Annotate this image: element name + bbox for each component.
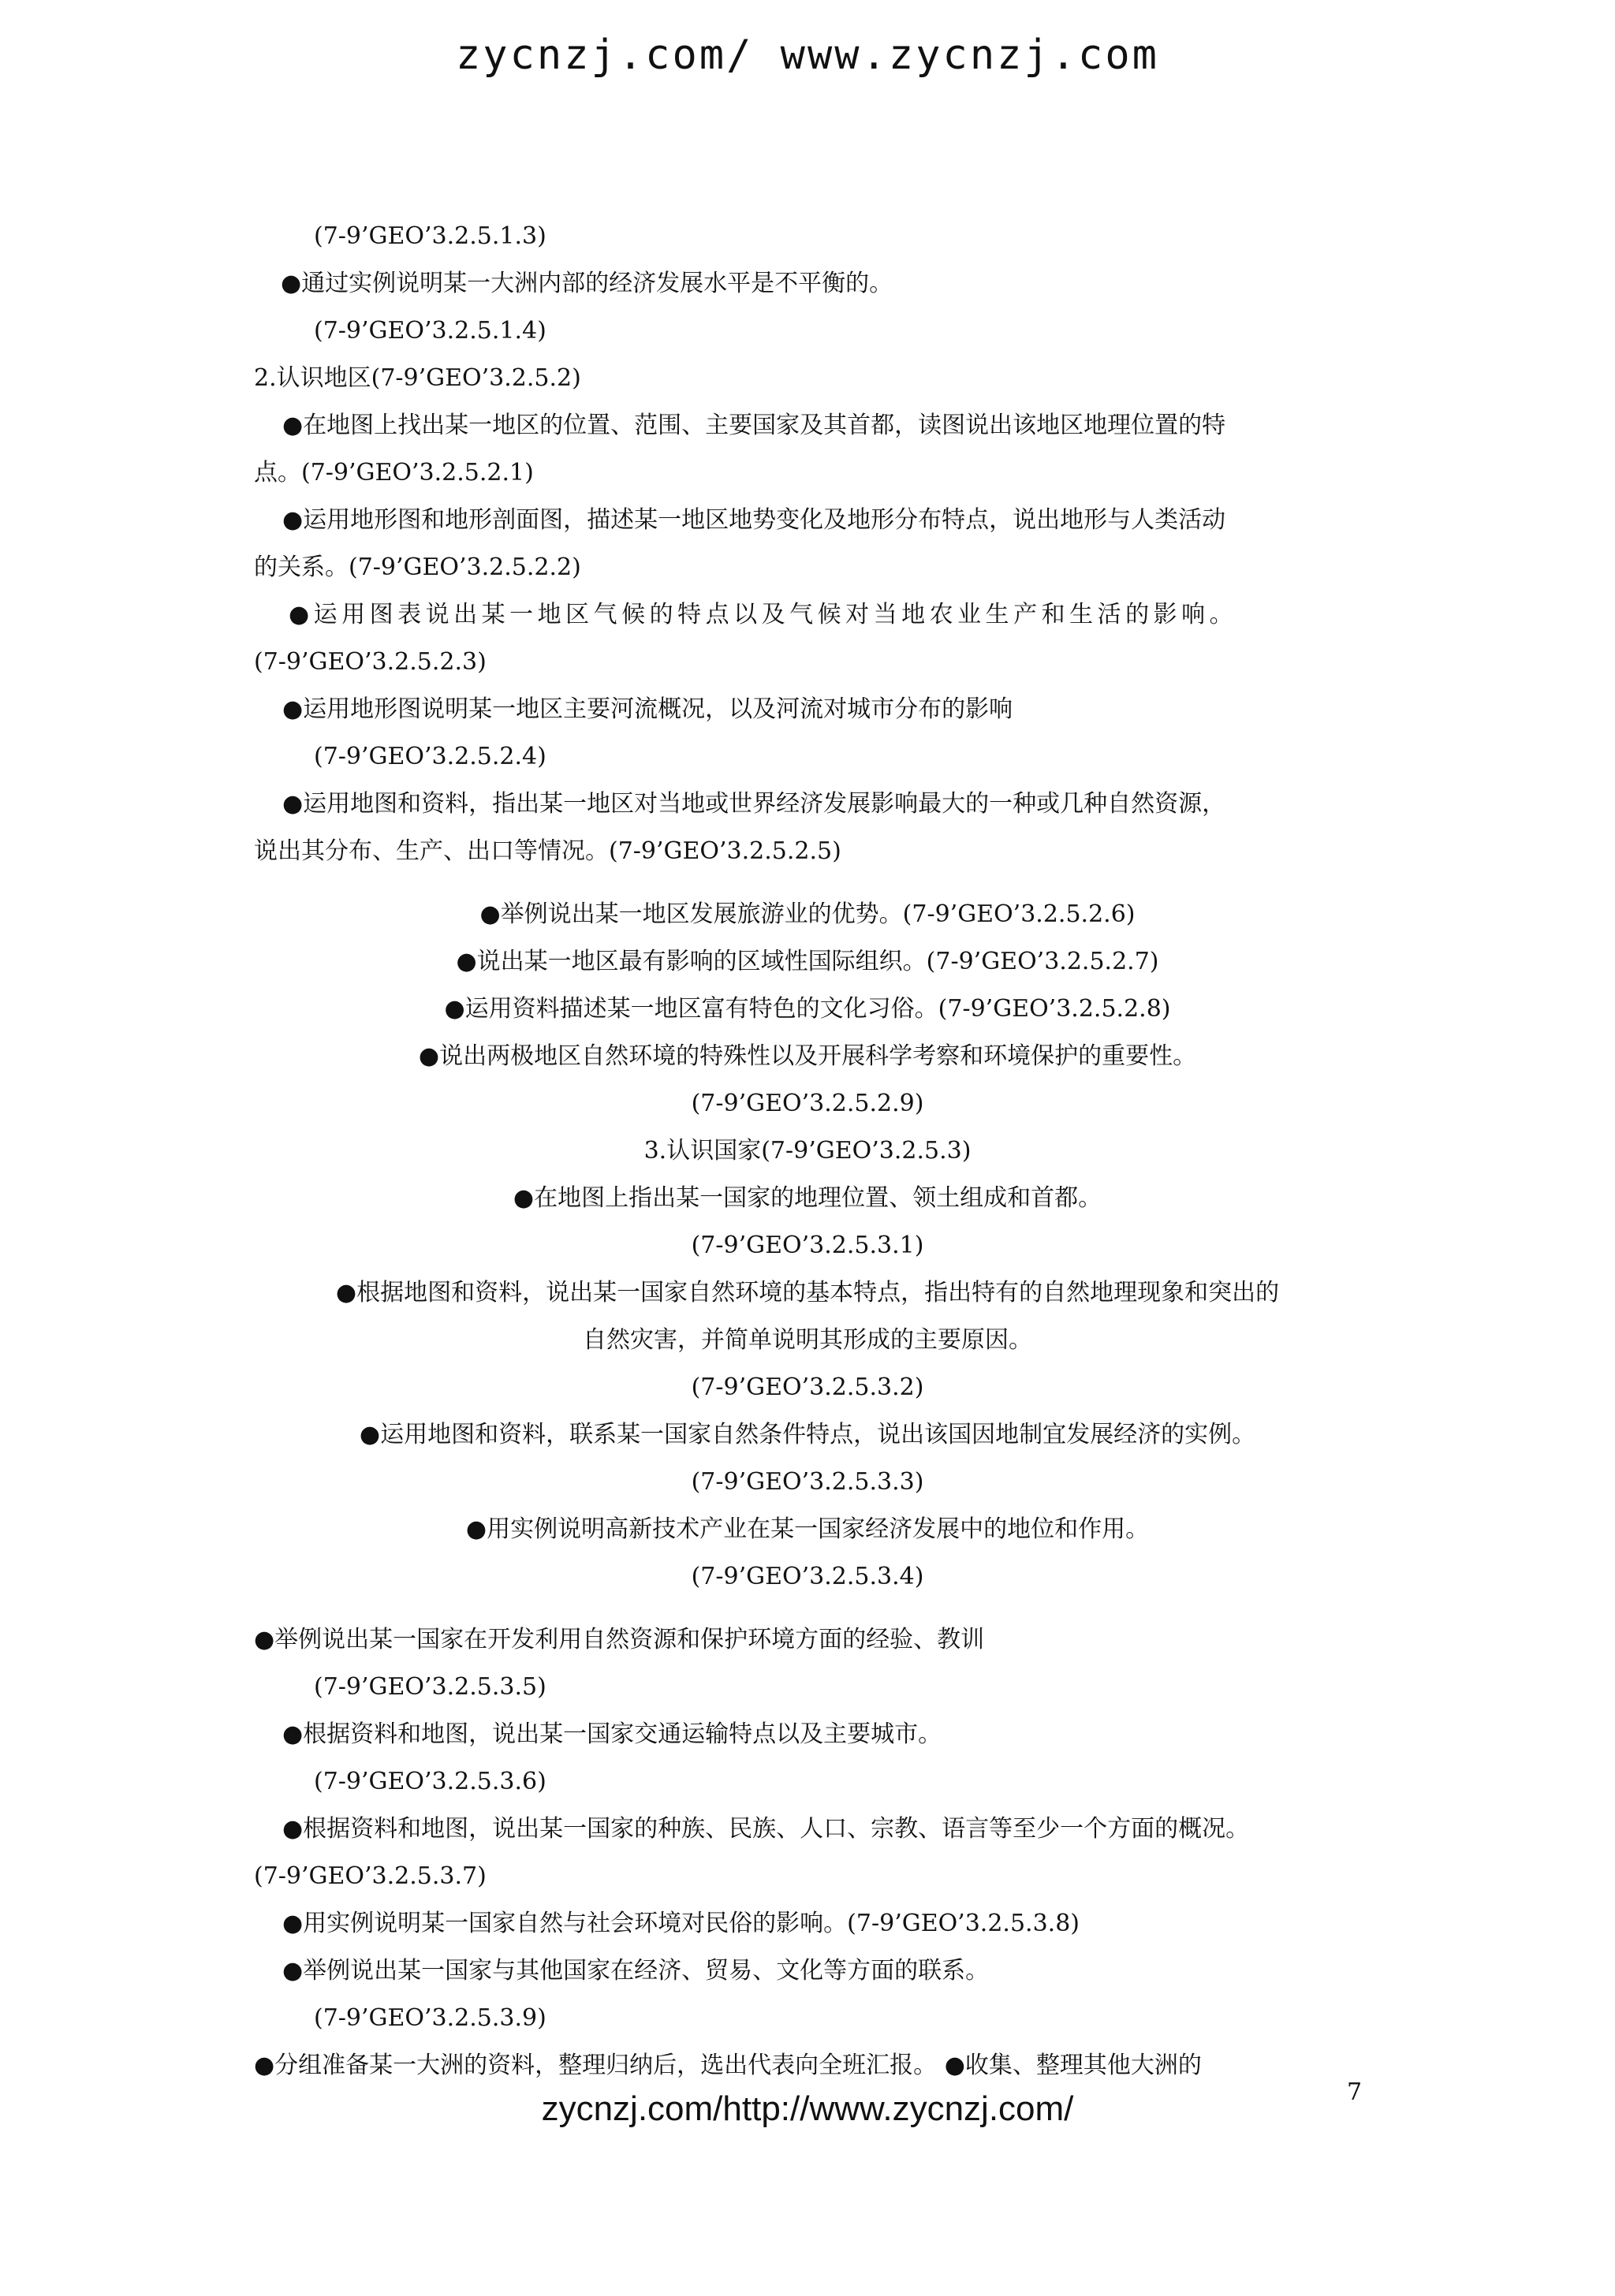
text-line: 点。(7-9’GEO’3.2.5.2.1) bbox=[254, 459, 534, 486]
text-line: ●运用地图和资料，指出某一地区对当地或世界经济发展影响最大的一种或几种自然资源， bbox=[282, 790, 1226, 818]
text-line: ●分组准备某一大洲的资料，整理归纳后，选出代表向全班汇报。 ●收集、整理其他大洲的 bbox=[254, 2052, 1202, 2079]
text-line: ●举例说出某一国家与其他国家在经济、贸易、文化等方面的联系。 bbox=[282, 1957, 990, 1985]
text-line: (7-9’GEO’3.2.5.3.1) bbox=[691, 1232, 924, 1259]
text-line: ●用实例说明高新技术产业在某一国家经济发展中的地位和作用。 bbox=[465, 1515, 1150, 1543]
section-heading: 2.认识地区(7-9’GEO’3.2.5.2) bbox=[254, 364, 581, 392]
text-line: 自然灾害，并简单说明其形成的主要原因。 bbox=[583, 1326, 1032, 1354]
text-line: (7-9’GEO’3.2.5.3.4) bbox=[691, 1563, 924, 1590]
text-line: (7-9’GEO’3.2.5.3.7) bbox=[254, 1862, 487, 1890]
text-line: ●举例说出某一地区发展旅游业的优势。(7-9’GEO’3.2.5.2.6) bbox=[479, 900, 1136, 928]
text-line: (7-9’GEO’3.2.5.2.9) bbox=[691, 1090, 924, 1117]
text-line: ●用实例说明某一国家自然与社会环境对民俗的影响。(7-9’GEO’3.2.5.3.8) bbox=[282, 1910, 1080, 1937]
text-line: (7-9’GEO’3.2.5.2.3) bbox=[254, 648, 487, 676]
text-line: ●说出某一地区最有影响的区域性国际组织。(7-9’GEO’3.2.5.2.7) bbox=[456, 948, 1159, 975]
text-line: (7-9’GEO’3.2.5.3.6) bbox=[314, 1768, 546, 1795]
text-line: 说出其分布、生产、出口等情况。(7-9’GEO’3.2.5.2.5) bbox=[254, 837, 841, 865]
text-line: ●说出两极地区自然环境的特殊性以及开展科学考察和环境保护的重要性。 bbox=[418, 1042, 1197, 1070]
text-line: (7-9’GEO’3.2.5.1.3) bbox=[314, 222, 546, 250]
text-line: ●根据资料和地图，说出某一国家的种族、民族、人口、宗教、语言等至少一个方面的概况。 bbox=[282, 1815, 1250, 1843]
text-line: (7-9’GEO’3.2.5.2.4) bbox=[314, 743, 546, 770]
text-line: (7-9’GEO’3.2.5.3.9) bbox=[314, 2004, 546, 2032]
text-line: ●在地图上指出某一国家的地理位置、领土组成和首都。 bbox=[513, 1184, 1102, 1212]
text-line: ●运用图表说出某一地区气候的特点以及气候对当地农业生产和生活的影响。 bbox=[289, 601, 1238, 628]
page-header: zycnzj.com/ www.zycnzj.com bbox=[456, 32, 1159, 79]
text-line: ●运用资料描述某一地区富有特色的文化习俗。(7-9’GEO’3.2.5.2.8) bbox=[444, 995, 1171, 1023]
section-heading: 3.认识国家(7-9’GEO’3.2.5.3) bbox=[643, 1137, 972, 1165]
page-number: 7 bbox=[1347, 2078, 1363, 2106]
text-line: (7-9’GEO’3.2.5.3.5) bbox=[314, 1673, 546, 1701]
text-line: ●根据资料和地图，说出某一国家交通运输特点以及主要城市。 bbox=[282, 1720, 942, 1748]
page-footer: zycnzj.com/http://www.zycnzj.com/ bbox=[541, 2089, 1074, 2128]
text-line: ●举例说出某一国家在开发利用自然资源和保护环境方面的经验、教训 bbox=[254, 1626, 985, 1653]
text-line: (7-9’GEO’3.2.5.3.2) bbox=[691, 1374, 924, 1401]
text-line: ●根据地图和资料，说出某一国家自然环境的基本特点，指出特有的自然地理现象和突出的 bbox=[335, 1279, 1280, 1306]
text-line: (7-9’GEO’3.2.5.1.4) bbox=[314, 317, 546, 345]
text-line: ●运用地图和资料，联系某一国家自然条件特点，说出该国因地制宜发展经济的实例。 bbox=[359, 1421, 1256, 1448]
text-line: ●运用地形图和地形剖面图，描述某一地区地势变化及地形分布特点，说出地形与人类活动 bbox=[282, 506, 1226, 534]
text-line: ●通过实例说明某一大洲内部的经济发展水平是不平衡的。 bbox=[281, 270, 893, 297]
text-line: ●在地图上找出某一地区的位置、范围、主要国家及其首都，读图说出该地区地理位置的特 bbox=[282, 412, 1226, 439]
text-line: ●运用地形图说明某一地区主要河流概况，以及河流对城市分布的影响 bbox=[282, 695, 1013, 723]
text-line: (7-9’GEO’3.2.5.3.3) bbox=[691, 1468, 924, 1496]
text-line: 的关系。(7-9’GEO’3.2.5.2.2) bbox=[254, 554, 581, 581]
